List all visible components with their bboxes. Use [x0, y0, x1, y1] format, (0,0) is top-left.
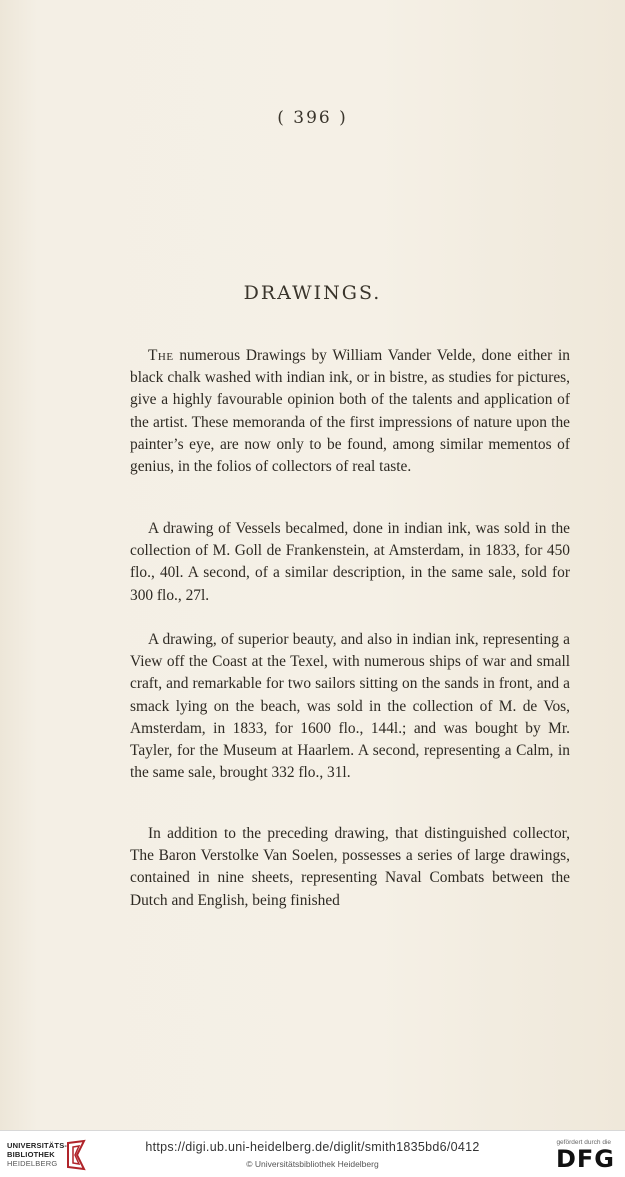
paragraph-lead: The: [148, 347, 174, 364]
page-title: DRAWINGS.: [243, 282, 382, 304]
paragraph-3: A drawing, of superior beauty, and also in indian ink, representing a View off the Coast at the Texel, with numerous ships of war and small craft, and remarkable for two sailors sitting on the sands in front, and a smack lying on the beach, was sold in the collection of M. de Vos, Amsterdam, in 1833, for 1600 flo., 144l.; and was bought by Mr. Tayler, for the Museum at Haarlem. A second, representing a Calm, in the same sale, brought 332 flo., 31l.: [130, 631, 570, 782]
paragraph-4: In addition to the preceding drawing, that distinguished collector, The Baron Verstolke Van Soelen, possesses a series of large drawings, contained in nine sheets, representing Naval Combats between the Dutch and English, being finished: [130, 825, 570, 909]
paragraph-1: [130, 345, 570, 478]
funded-by-label: gefördert durch die: [556, 1139, 611, 1146]
permalink-url[interactable]: https://digi.ub.uni-heidelberg.de/diglit/smith1835bd6/0412: [145, 1140, 480, 1154]
copyright-notice: © Universitätsbibliothek Heidelberg: [246, 1159, 379, 1169]
library-name-line1: UNIVERSITÄTS-: [7, 1141, 68, 1150]
library-name-line2: BIBLIOTHEK: [7, 1150, 55, 1159]
digitization-footer: [0, 1130, 625, 1177]
library-name-line3: HEIDELBERG: [7, 1159, 58, 1168]
paragraph-2: A drawing of Vessels becalmed, done in indian ink, was sold in the collection of M. Goll de Frankenstein, at Amsterdam, in 1833, for 450 flo., 40l. A second, of a similar description, in the same sale, sold for 300 flo., 27l.: [130, 520, 570, 604]
paragraph-text: numerous Drawings by William Vander Velde, done either in black chalk washed with indian ink, or in bistre, as studies for pictures, give a highly favourable opinion both of the talents and application of the artist. These memoranda of the first impressions of nature upon the painter’s eye, are now only to be found, among similar mementos of genius, in the folios of collectors of real taste.: [130, 347, 570, 476]
dfg-logo[interactable]: DFG: [555, 1145, 615, 1173]
page-number: ( 396 ): [277, 108, 348, 128]
